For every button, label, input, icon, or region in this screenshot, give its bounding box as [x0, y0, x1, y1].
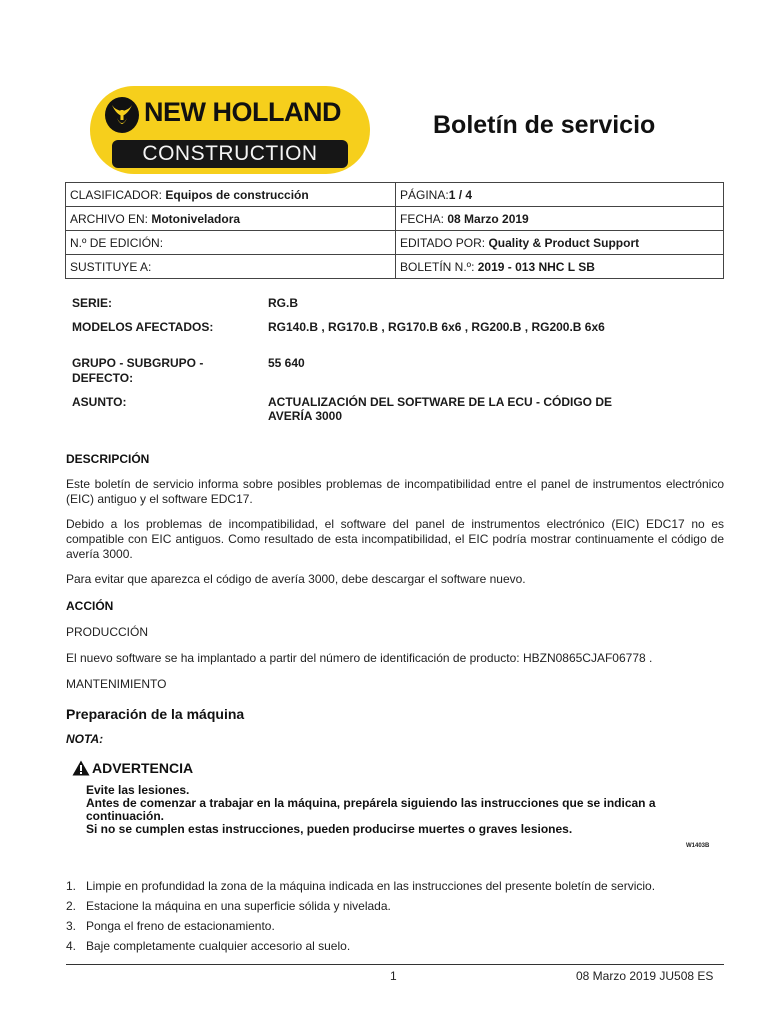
asunto-value: ACTUALIZACIÓN DEL SOFTWARE DE LA ECU - CÓDIGO DE AVERÍA 3000: [268, 395, 612, 423]
accion-heading: ACCIÓN: [66, 599, 114, 613]
edicion-label: N.º DE EDICIÓN:: [70, 235, 164, 250]
bull-emblem-icon: [104, 96, 140, 134]
bulletin-info-table: [65, 182, 724, 279]
mantenimiento-label: MANTENIMIENTO: [66, 677, 167, 691]
step-number: 2.: [66, 899, 77, 913]
boletin-label: BOLETÍN N.º:: [400, 259, 478, 274]
table-cell: [396, 183, 724, 207]
nota-label: NOTA:: [66, 732, 104, 746]
serie-label: SERIE:: [72, 296, 113, 310]
modelos-value: RG140.B , RG170.B , RG170.B 6x6 , RG200.B , RG200.B 6x6: [268, 320, 605, 334]
list-item: [66, 899, 726, 919]
editado-label: EDITADO POR:: [400, 235, 489, 250]
warning-line: Si no se cumplen estas instrucciones, pueden producirse muertes o graves lesiones.: [86, 822, 573, 836]
warning-line: Antes de comenzar a trabajar en la máquina, prepárela siguiendo las instrucciones que se indican a continuación.: [86, 796, 656, 823]
modelos-label: MODELOS AFECTADOS:: [72, 320, 214, 334]
asunto-label: ASUNTO:: [72, 395, 127, 409]
warning-triangle-icon: [72, 760, 90, 776]
step-number: 4.: [66, 939, 77, 953]
sustituye-label: SUSTITUYE A:: [70, 259, 152, 274]
preparacion-heading: Preparación de la máquina: [66, 706, 245, 722]
table-row: [66, 183, 724, 207]
pagina-label: PÁGINA:: [400, 187, 449, 202]
produccion-label: PRODUCCIÓN: [66, 625, 149, 639]
list-item: [66, 919, 726, 939]
step-text: Ponga el freno de estacionamiento.: [86, 919, 275, 933]
step-number: 3.: [66, 919, 77, 933]
warning-line: Evite las lesiones.: [86, 783, 190, 797]
table-cell: [396, 231, 724, 255]
editado-value: Quality & Product Support: [488, 235, 640, 250]
warning-body: [86, 784, 716, 836]
step-text: Limpie en profundidad la zona de la máquina indicada en las instrucciones del presente boletín de servicio.: [86, 879, 656, 893]
archivo-label: ARCHIVO EN:: [70, 211, 152, 226]
list-item: [66, 939, 726, 959]
table-row: [66, 255, 724, 279]
logo-brand-text: NEW HOLLAND: [144, 97, 341, 127]
grupo-label: GRUPO - SUBGRUPO - DEFECTO:: [72, 356, 204, 385]
fecha-label: FECHA:: [400, 211, 448, 226]
table-row: [66, 207, 724, 231]
table-cell: [66, 255, 396, 279]
table-cell: [66, 183, 396, 207]
paragraph: Debido a los problemas de incompatibilidad, el software del panel de instrumentos electrónico (EIC) EDC17 no es compatible con EIC antiguos. Como resultado de esta incompatibilidad, el EIC podría mostrar continuamente el código de avería 3000.: [66, 517, 724, 561]
clasificador-label: CLASIFICADOR:: [70, 187, 166, 202]
boletin-value: 2019 - 013 NHC L SB: [477, 259, 595, 274]
document-title: Boletín de servicio: [433, 111, 656, 139]
paragraph: Para evitar que aparezca el código de avería 3000, debe descargar el software nuevo.: [66, 572, 526, 586]
table-row: [66, 231, 724, 255]
table-cell: [396, 207, 724, 231]
step-text: Estacione la máquina en una superficie sólida y nivelada.: [86, 899, 391, 913]
fecha-value: 08 Marzo 2019: [447, 211, 529, 226]
serie-value: RG.B: [268, 296, 298, 310]
archivo-value: Motoniveladora: [151, 211, 241, 226]
table-cell: [396, 255, 724, 279]
descripcion-heading: DESCRIPCIÓN: [66, 452, 150, 466]
logo-division-text: CONSTRUCTION: [142, 142, 318, 165]
pagina-value: 1 / 4: [448, 187, 473, 202]
page-number: 1: [390, 969, 397, 983]
step-number: 1.: [66, 879, 77, 893]
grupo-value: 55 640: [268, 356, 305, 370]
warning-heading: [72, 760, 193, 776]
clasificador-value: Equipos de construcción: [165, 187, 309, 202]
paragraph: Este boletín de servicio informa sobre posibles problemas de incompatibilidad entre el panel de instrumentos electrónico (EIC) antiguo y el software EDC17.: [66, 477, 724, 506]
step-text: Baje completamente cualquier accesorio al suelo.: [86, 939, 351, 953]
new-holland-logo: [90, 86, 370, 174]
table-cell: [66, 207, 396, 231]
table-cell: [66, 231, 396, 255]
footer-date-code: 08 Marzo 2019 JU508 ES: [576, 969, 714, 983]
footer-divider: [66, 964, 724, 965]
warning-code: W1403B: [686, 843, 710, 849]
paragraph: El nuevo software se ha implantado a partir del número de identificación de producto: HBZN0865CJAF06778 .: [66, 651, 653, 665]
warning-heading-text: ADVERTENCIA: [92, 760, 194, 776]
steps-list: [66, 879, 726, 959]
list-item: [66, 879, 726, 899]
